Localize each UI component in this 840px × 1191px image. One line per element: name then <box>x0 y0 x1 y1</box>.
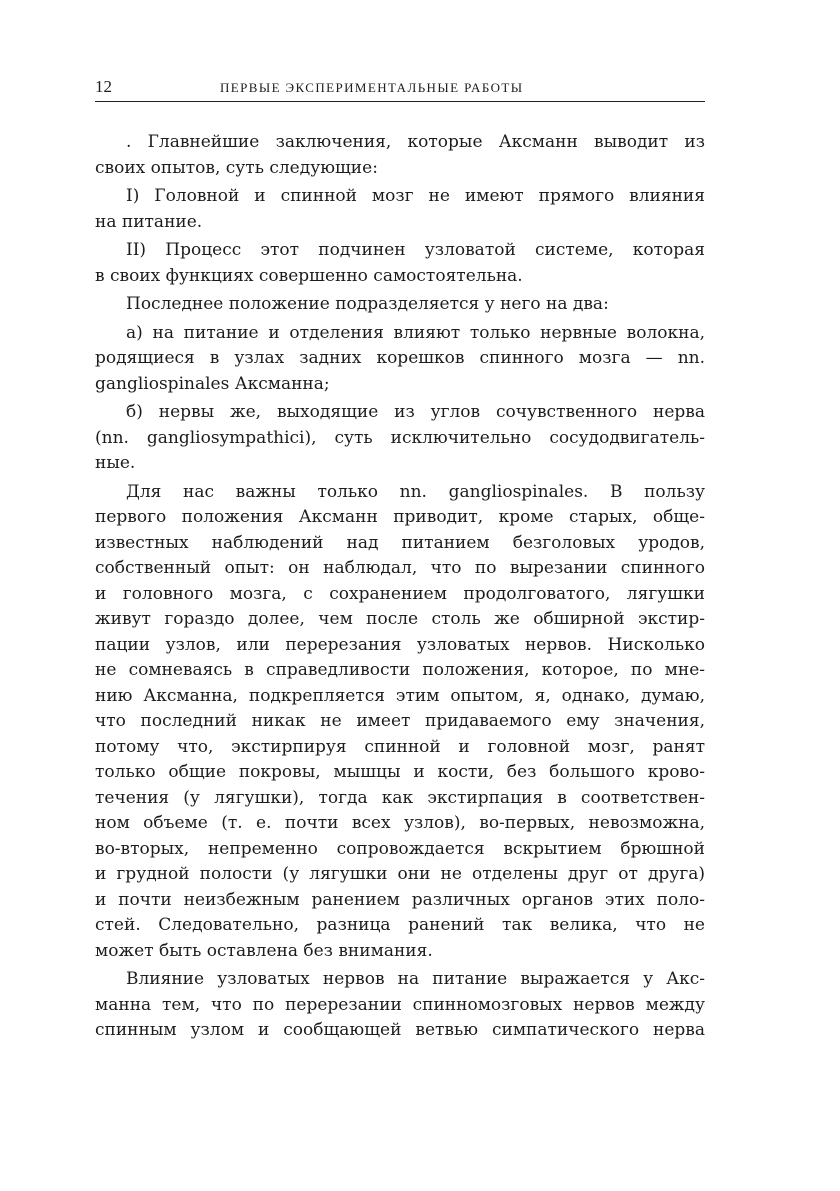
text-line: ные. <box>95 453 136 473</box>
paragraph <box>95 480 705 965</box>
text-line: не сомневаясь в справедливости положения, которое, по мне- <box>95 660 705 680</box>
text-line: в своих функциях совершенно самостоятельна. <box>95 265 523 286</box>
text-line: и головного мозга, с сохранением продолговатого, лягушки <box>95 583 705 604</box>
text-line: течения (у лягушки), тогда как экстирпация в соответствен- <box>95 787 705 808</box>
text-line: что последний никак не имеет придаваемого ему значения, <box>95 711 705 731</box>
body-text <box>95 130 705 1047</box>
text-line: манна тем, что по перерезании спинномозговых нервов между <box>95 994 705 1015</box>
text-line: живут гораздо долее, чем после столь же обширной экстир- <box>95 609 705 629</box>
text-line: gangliospinales Аксманна; <box>95 373 330 394</box>
text-line: Последнее положение подразделяется у него на два: <box>126 294 609 314</box>
text-line: только общие покровы, мышцы и кости, без большого крово- <box>95 762 705 782</box>
paragraph <box>95 238 705 289</box>
text-line: II) Процесс этот подчинен узловатой системе, которая <box>126 240 705 260</box>
text-line: и грудной полости (у лягушки они не отделены друг от друга) <box>95 864 705 884</box>
text-line: а) на питание и отделения влияют только нервные волокна, <box>126 322 705 343</box>
text-line: ном объеме (т. е. почти всех узлов), во-первых, невозможна, <box>95 813 705 833</box>
text-line: своих опытов, суть следующие: <box>95 157 378 178</box>
text-line: нию Аксманна, подкрепляется этим опытом, я, однако, думаю, <box>95 685 705 706</box>
paragraph <box>95 184 705 235</box>
text-line: . Главнейшие заключения, которые Аксманн выводит из <box>126 132 705 152</box>
text-line: и почти неизбежным ранением различных органов этих поло- <box>95 889 705 910</box>
text-line: родящиеся в узлах задних корешков спинного мозга — nn. <box>95 348 705 368</box>
text-line: известных наблюдений над питанием безголовых уродов, <box>95 532 705 553</box>
page-number: 12 <box>95 77 112 96</box>
text-line: Для нас важны только nn. gangliospinales. В пользу <box>126 481 705 502</box>
text-line: I) Головной и спинной мозг не имеют прямого влияния <box>126 186 705 206</box>
text-line: Влияние узловатых нервов на питание выражается у Акс- <box>126 969 705 989</box>
paragraph <box>95 292 705 318</box>
text-line: на питание. <box>95 211 203 232</box>
text-line: спинным узлом и сообщающей ветвью симпатического нерва <box>95 1020 705 1040</box>
text-line: собственный опыт: он наблюдал, что по вырезании спинного <box>95 558 705 578</box>
text-line: б) нервы же, выходящие из углов сочувственного нерва <box>126 402 705 422</box>
text-line: потому что, экстирпируя спинной и головной мозг, ранят <box>95 736 705 757</box>
text-line: пации узлов, или перерезания узловатых нервов. Нисколько <box>95 634 705 655</box>
paragraph <box>95 130 705 181</box>
header-rule <box>95 101 705 102</box>
paragraph <box>95 321 705 398</box>
text-line: (nn. gangliosympathici), суть исключительно сосудодвигатель- <box>95 427 705 448</box>
paragraph <box>95 400 705 477</box>
running-title: ПЕРВЫЕ ЭКСПЕРИМЕНТАЛЬНЫЕ РАБОТЫ <box>220 80 524 95</box>
page-header <box>95 76 705 100</box>
book-page <box>95 0 705 1191</box>
text-line: первого положения Аксманн приводит, кроме старых, обще- <box>95 507 705 527</box>
paragraph <box>95 967 705 1044</box>
text-line: во-вторых, непременно сопровождается вскрытием брюшной <box>95 838 705 859</box>
text-line: может быть оставлена без внимания. <box>95 940 433 961</box>
text-line: стей. Следовательно, разница ранений так велика, что не <box>95 915 705 935</box>
